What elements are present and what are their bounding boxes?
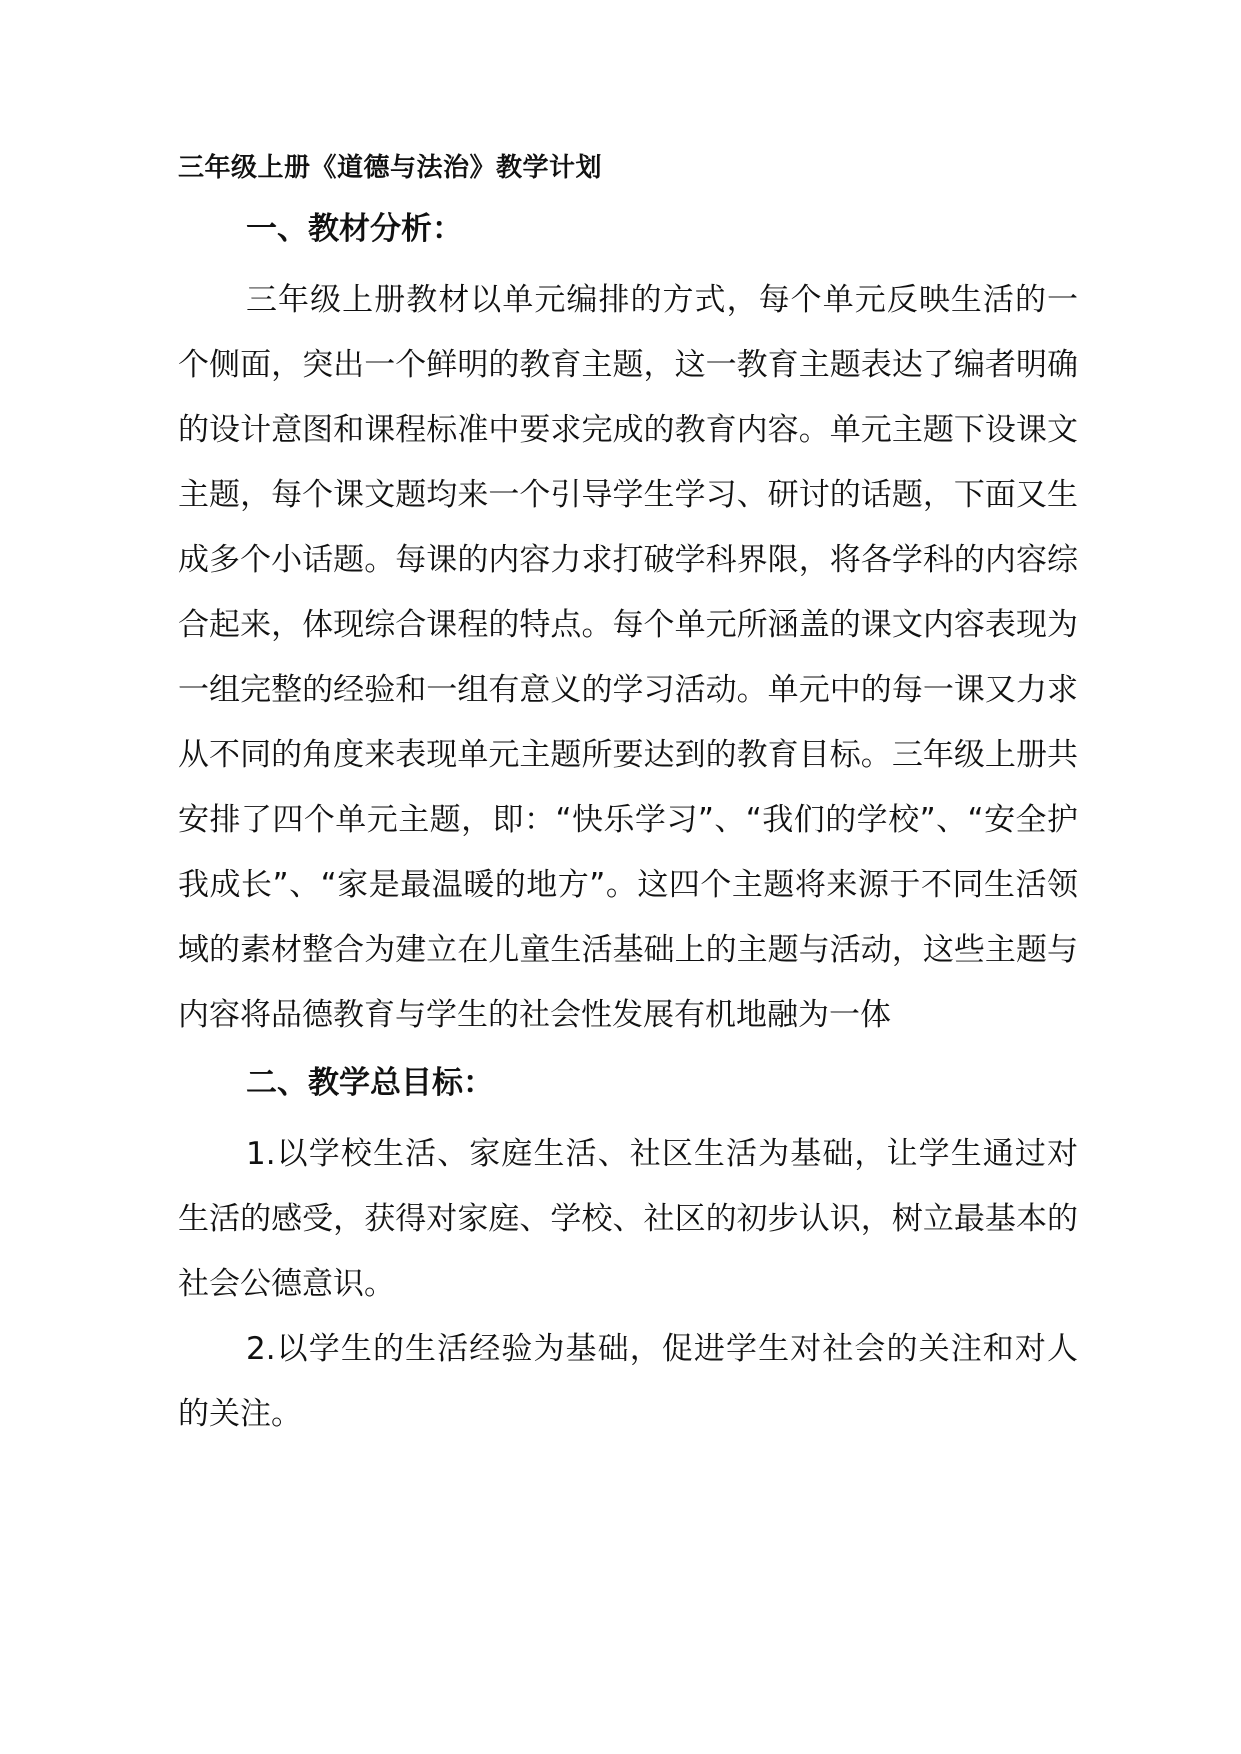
section-heading-textbook-analysis: 一、教材分析： [246,211,463,247]
paragraph-goal-2: 2.以学生的生活经验为基础，促进学生对社会的关注和对人的关注。 [178,1331,1078,1432]
section-heading-teaching-goals: 二、教学总目标： [246,1065,494,1101]
document-page [178,150,1078,1447]
paragraph-goal-1: 1.以学校生活、家庭生活、社区生活为基础，让学生通过对生活的感受，获得对家庭、学校、社区的初步认识，树立最基本的社会公德意识。 [178,1136,1078,1302]
paragraph-textbook-analysis: 三年级上册教材以单元编排的方式，每个单元反映生活的一个侧面，突出一个鲜明的教育主题，这一教育主题表达了编者明确的设计意图和课程标准中要求完成的教育内容。单元主题下设课文主题，每个课文题均来一个引导学生学习、研讨的话题，下面又生成多个小话题。每课的内容力求打破学科界限，将各学科的内容综合起来，体现综合课程的特点。每个单元所涵盖的课文内容表现为一组完整的经验和一组有意义的学习活动。单元中的每一课又力求从不同的角度来表现单元主题所要达到的教育目标。三年级上册共安排了四个单元主题，即：“快乐学习”、“我们的学校”、“安全护我成长”、“家是最温暖的地方”。这四个主题将来源于不同生活领域的素材整合为建立在儿童生活基础上的主题与活动，这些主题与内容将品德教育与学生的社会性发展有机地融为一体 [178,282,1078,1033]
document-title: 三年级上册《道德与法治》教学计划 [178,153,603,183]
